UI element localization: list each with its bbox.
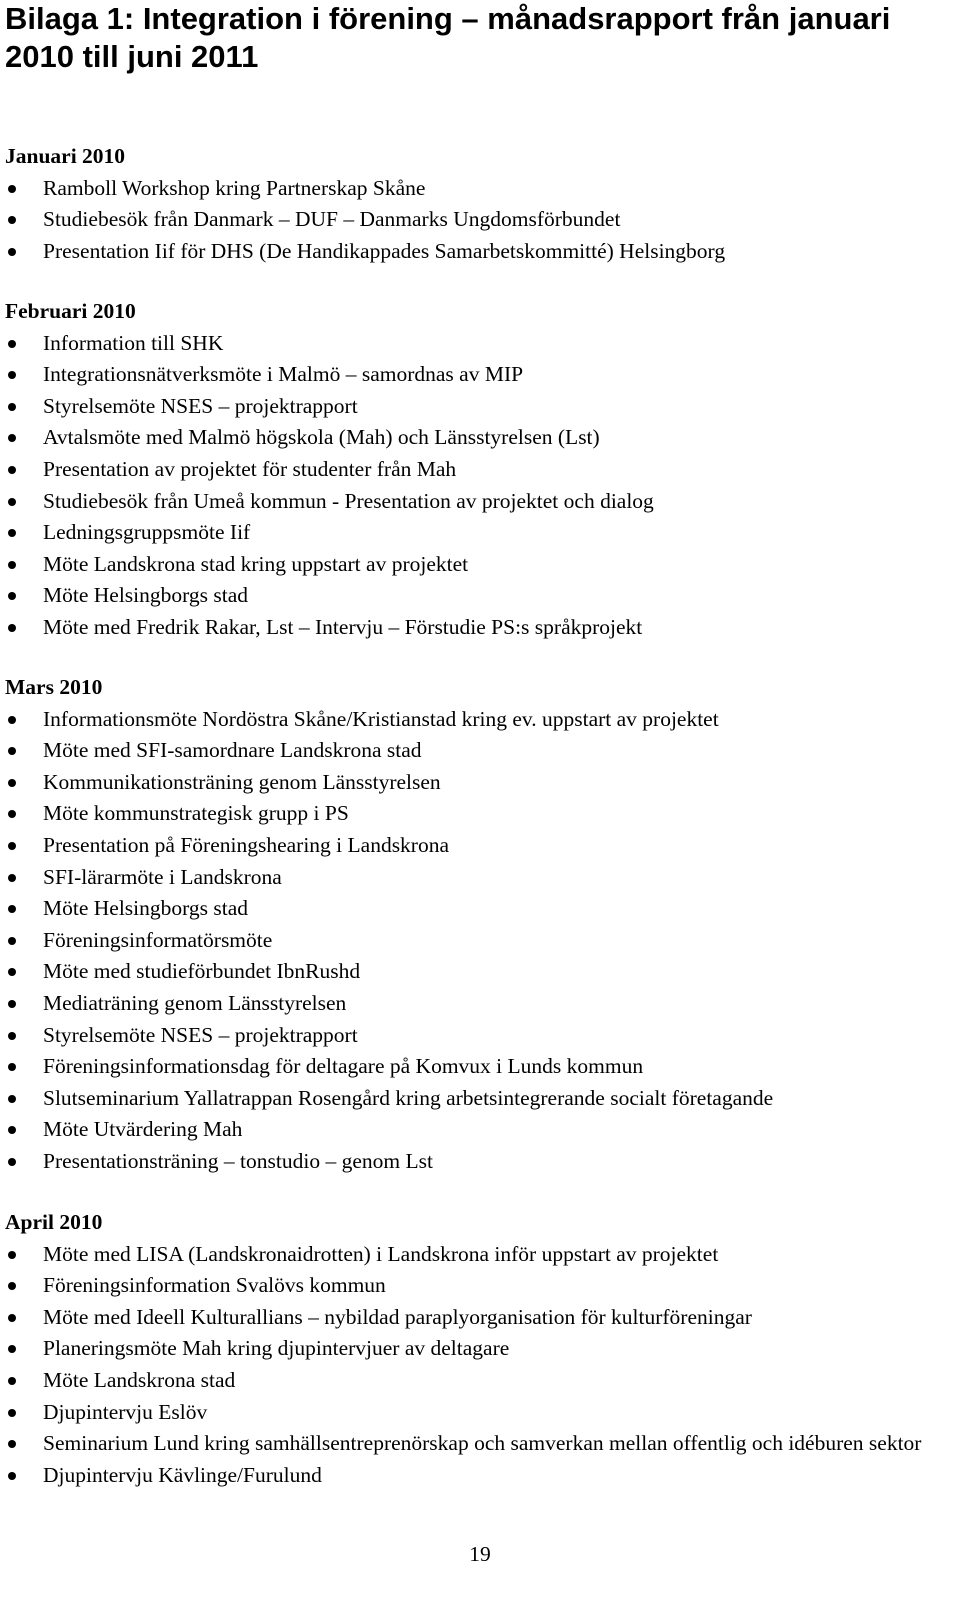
list-item: Avtalsmöte med Malmö högskola (Mah) och Länsstyrelsen (Lst) [5,422,955,454]
list-item: Föreningsinformationsdag för deltagare på Komvux i Lunds kommun [5,1051,955,1083]
list-item: Presentation Iif för DHS (De Handikappades Samarbetskommitté) Helsingborg [5,236,955,268]
list-item: Slutseminarium Yallatrappan Rosengård kring arbetsintegrerande socialt företagande [5,1083,955,1115]
section-heading: April 2010 [5,1210,103,1234]
list-item: Möte Landskrona stad [5,1365,955,1397]
list-item: Styrelsemöte NSES – projektrapport [5,391,955,423]
list-item: Möte Helsingborgs stad [5,893,955,925]
list-item: Ramboll Workshop kring Partnerskap Skåne [5,173,955,205]
list-item: Ledningsgruppsmöte Iif [5,517,955,549]
list-item: Seminarium Lund kring samhällsentreprenörskap och samverkan mellan offentlig och idéburen sektor [5,1428,955,1460]
section-heading: Februari 2010 [5,299,136,323]
list-item: Styrelsemöte NSES – projektrapport [5,1020,955,1052]
list-item: Föreningsinformatörsmöte [5,925,955,957]
section-list [5,704,955,1178]
list-item: Möte med Ideell Kulturallians – nybildad paraplyorganisation för kulturföreningar [5,1302,955,1334]
list-item: Planeringsmöte Mah kring djupintervjuer av deltagare [5,1333,955,1365]
section-list [5,328,955,644]
section-april-2010 [5,1207,955,1492]
list-item: Möte med studieförbundet IbnRushd [5,956,955,988]
list-item: Presentationsträning – tonstudio – genom Lst [5,1146,955,1178]
list-item: SFI-lärarmöte i Landskrona [5,862,955,894]
list-item: Presentation av projektet för studenter från Mah [5,454,955,486]
list-item: Möte Helsingborgs stad [5,580,955,612]
list-item: Möte Utvärdering Mah [5,1114,955,1146]
section-februari-2010 [5,296,955,644]
list-item: Möte kommunstrategisk grupp i PS [5,798,955,830]
list-item: Studiebesök från Danmark – DUF – Danmarks Ungdomsförbundet [5,204,955,236]
list-item: Föreningsinformation Svalövs kommun [5,1270,955,1302]
list-item: Möte med SFI-samordnare Landskrona stad [5,735,955,767]
list-item: Integrationsnätverksmöte i Malmö – samordnas av MIP [5,359,955,391]
list-item: Möte med Fredrik Rakar, Lst – Intervju – Förstudie PS:s språkprojekt [5,612,955,644]
list-item: Presentation på Föreningshearing i Landskrona [5,830,955,862]
section-mars-2010 [5,672,955,1178]
list-item: Djupintervju Kävlinge/Furulund [5,1460,955,1492]
section-list [5,173,955,268]
list-item: Information till SHK [5,328,955,360]
section-januari-2010 [5,141,955,267]
list-item: Studiebesök från Umeå kommun - Presentation av projektet och dialog [5,486,955,518]
list-item: Mediaträning genom Länsstyrelsen [5,988,955,1020]
list-item: Informationsmöte Nordöstra Skåne/Kristianstad kring ev. uppstart av projektet [5,704,955,736]
list-item: Kommunikationsträning genom Länsstyrelsen [5,767,955,799]
section-heading: Januari 2010 [5,144,126,168]
page-number: 19 [469,1542,491,1566]
section-list [5,1239,955,1492]
list-item: Möte Landskrona stad kring uppstart av projektet [5,549,955,581]
document-title: Bilaga 1: Integration i förening – månadsrapport från januari 2010 till juni 2011 [5,1,891,74]
list-item: Djupintervju Eslöv [5,1397,955,1429]
list-item: Möte med LISA (Landskronaidrotten) i Landskrona inför uppstart av projektet [5,1239,955,1271]
section-heading: Mars 2010 [5,675,103,699]
